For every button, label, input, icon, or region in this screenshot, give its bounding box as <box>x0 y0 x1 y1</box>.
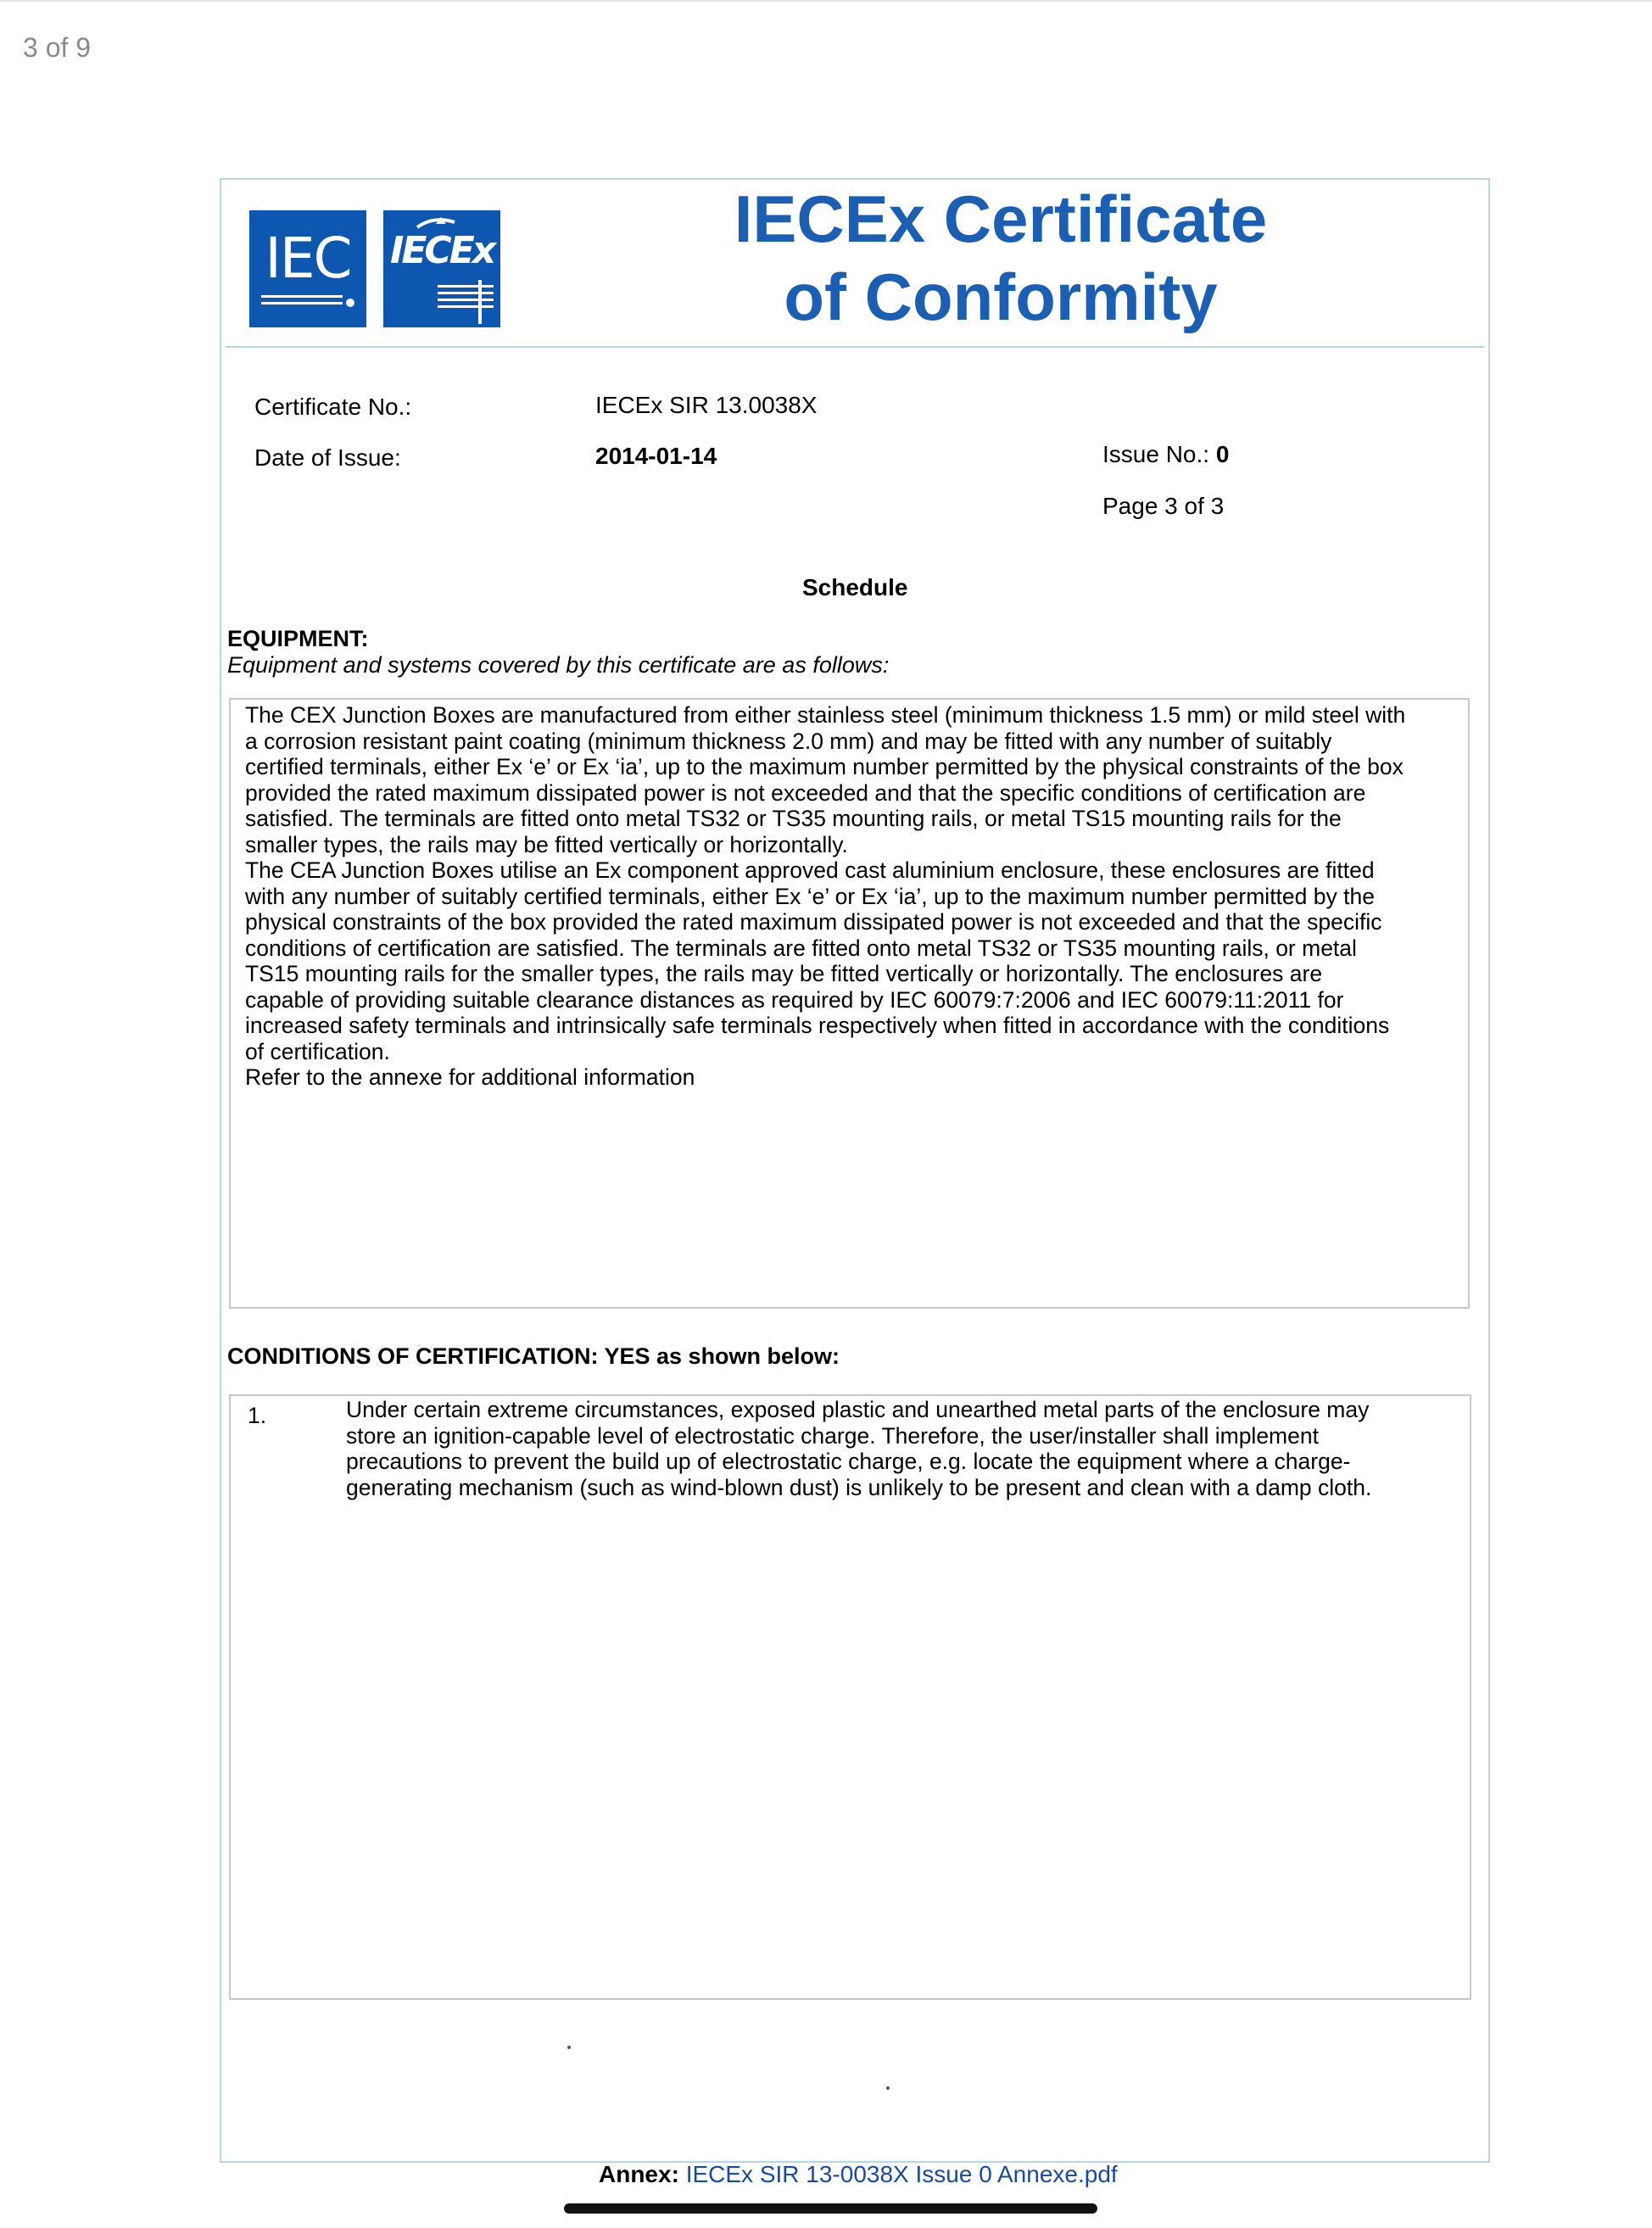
equipment-text-line: Refer to the annexe for additional information <box>245 1064 695 1090</box>
equipment-text-line: The CEA Junction Boxes utilise an Ex component approved cast aluminium enclosure, these enclosures are fitted <box>245 857 1375 883</box>
equipment-text-line: smaller types, the rails may be fitted vertically or horizontally. <box>245 831 848 857</box>
condition-text-line: store an ignition-capable level of electrostatic charge. Therefore, the user/installer shall implement <box>346 1422 1319 1449</box>
equipment-heading: EQUIPMENT: <box>227 626 369 651</box>
condition-text <box>346 1397 1457 1500</box>
date-of-issue-value: 2014-01-14 <box>595 443 717 469</box>
condition-text-line: Under certain extreme circumstances, exposed plastic and unearthed metal parts of the enclosure may <box>346 1397 1370 1422</box>
page-info: Page 3 of 3 <box>1102 493 1225 519</box>
annex-link[interactable]: IECEx SIR 13-0038X Issue 0 Annexe.pdf <box>685 2161 1118 2187</box>
home-indicator[interactable] <box>564 2203 1097 2214</box>
equipment-subheading: Equipment and systems covered by this certificate are as follows: <box>227 652 890 678</box>
iecex-logo <box>383 210 500 327</box>
condition-text-line: generating mechanism (such as wind-blown dust) is unlikely to be present and clean with a damp cloth. <box>346 1474 1372 1500</box>
header-divider <box>226 346 1484 348</box>
issue-no <box>1102 441 1229 468</box>
top-divider <box>0 0 1652 2</box>
iec-logo-text: IEC <box>265 226 351 291</box>
equipment-text-line: satisfied. The terminals are fitted onto metal TS32 or TS35 mounting rails, or metal TS15 mounting rails for the <box>245 806 1342 831</box>
scan-speck <box>567 2046 571 2049</box>
equipment-text-line: The CEX Junction Boxes are manufactured from either stainless steel (minimum thickness 1.5 mm) or mild steel with <box>245 702 1406 728</box>
page-counter: 3 of 9 <box>23 32 92 63</box>
equipment-text-line: physical constraints of the box provided the rated maximum dissipated power is not exceeded and that the specific <box>245 909 1382 935</box>
equipment-text-line: with any number of suitably certified terminals, either Ex ‘e’ or Ex ‘ia’, up to the maximum number permitted by the <box>245 883 1375 909</box>
certificate-no-label: Certificate No.: <box>254 394 412 420</box>
equipment-description <box>245 702 1463 1091</box>
issue-no-value: 0 <box>1215 441 1230 467</box>
equipment-text-line: increased safety terminals and intrinsically safe terminals respectively when fitted in accordance with the conditions <box>245 1013 1390 1038</box>
equipment-text-line: capable of providing suitable clearance distances as required by IEC 60079:7:2006 and IEC 60079:11:2011 for <box>245 986 1344 1013</box>
title-line-1: IECEx Certificate <box>734 181 1268 256</box>
schedule-heading: Schedule <box>802 574 908 600</box>
date-of-issue-label: Date of Issue: <box>254 444 401 471</box>
iec-logo <box>249 210 366 327</box>
conditions-heading: CONDITIONS OF CERTIFICATION: YES as shown below: <box>227 1343 840 1369</box>
annex-line <box>599 2161 1118 2188</box>
equipment-text-line: provided the rated maximum dissipated power is not exceeded and that the specific conditions of certification are <box>245 779 1366 806</box>
certificate-no-value: IECEx SIR 13.0038X <box>595 392 818 418</box>
scan-speck <box>886 2086 890 2090</box>
equipment-text-line: TS15 mounting rails for the smaller types, the rails may be fitted vertically or horizontally. The enclosures are <box>245 961 1323 986</box>
condition-number: 1. <box>248 1403 267 1428</box>
equipment-text-line: certified terminals, either Ex ‘e’ or Ex ‘ia’, up to the maximum number permitted by the physical constraints of the box <box>245 754 1404 779</box>
page-title <box>661 180 1340 336</box>
equipment-text-line: conditions of certification are satisfied. The terminals are fitted onto metal TS32 or TS35 mounting rails, or metal <box>245 935 1357 961</box>
title-line-2: of Conformity <box>784 260 1218 334</box>
condition-text-line: precautions to prevent the build up of electrostatic charge, e.g. locate the equipment where a charge- <box>346 1449 1351 1474</box>
equipment-text-line: of certification. <box>245 1038 390 1064</box>
annex-label: Annex: <box>599 2161 679 2187</box>
issue-no-label: Issue No.: <box>1102 441 1210 467</box>
equipment-text-line: a corrosion resistant paint coating (minimum thickness 2.0 mm) and may be fitted with any number of suitably <box>245 728 1332 754</box>
iecex-logo-text: IECEx <box>390 229 494 272</box>
